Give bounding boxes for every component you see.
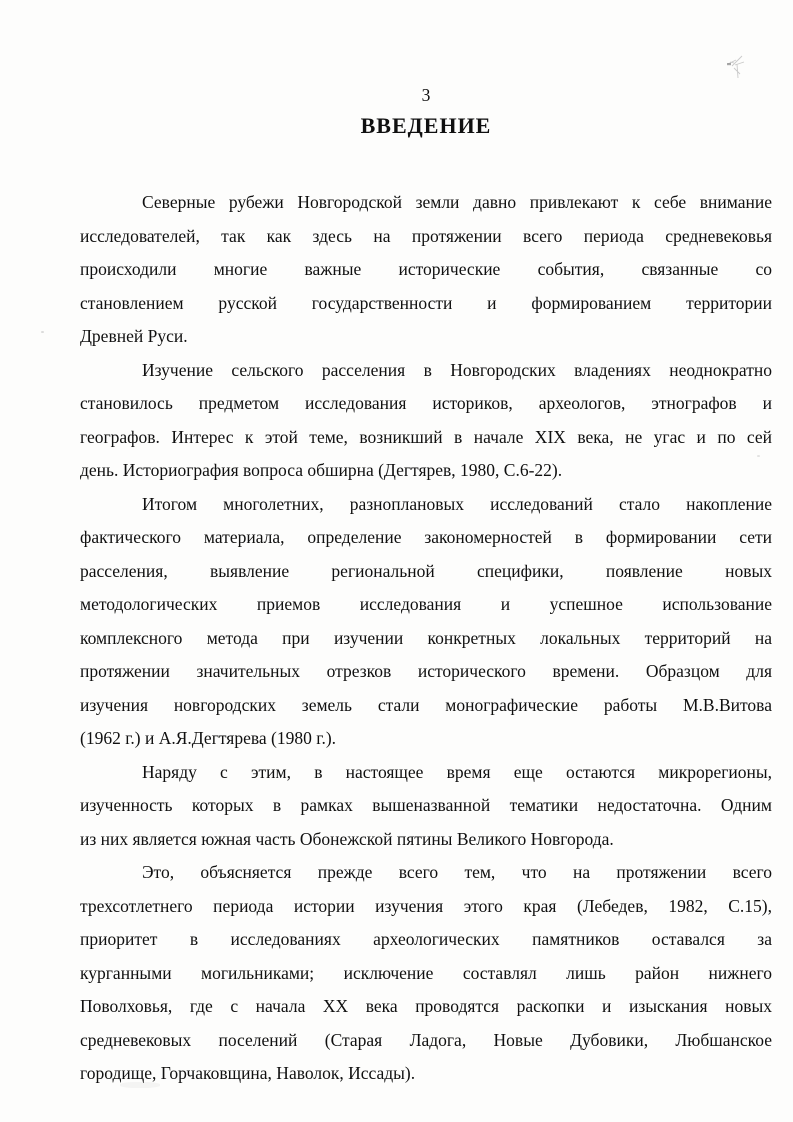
text-line: изучения новгородских земель стали монографические работы М.В.Витова — [80, 694, 772, 715]
scan-speck — [41, 331, 44, 333]
paragraph-1 — [80, 186, 772, 354]
paragraph-2 — [80, 354, 772, 488]
text-line: происходили многие важные исторические события, связанные со — [80, 259, 772, 279]
page-title: ВВЕДЕНИЕ — [360, 113, 492, 138]
text-line: комплексного метода при изучении конкретных локальных территорий на — [80, 627, 772, 648]
scan-smudge-icon — [722, 52, 750, 84]
text-line: городище, Горчаковщина, Наволок, Иссады). — [80, 1063, 416, 1083]
text-line: Итогом многолетних, разноплановых исследований стало накопление — [142, 493, 772, 514]
text-line: методологических приемов исследования и успешное использование — [80, 594, 772, 614]
paragraph-4 — [80, 756, 772, 857]
text-line: трехсотлетнего периода истории изучения этого края (Лебедев, 1982, С.15), — [80, 895, 772, 916]
text-line: Северные рубежи Новгородской земли давно привлекают к себе внимание — [142, 192, 772, 212]
text-line: курганными могильниками; исключение составлял лишь район нижнего — [80, 962, 772, 983]
page-number: 3 — [421, 85, 431, 105]
text-line: из них является южная часть Обонежской пятины Великого Новгорода. — [80, 828, 614, 849]
text-line: протяжении значительных отрезков исторического времени. Образцом для — [80, 661, 772, 681]
text-line: Поволховья, где с начала XX века проводятся раскопки и изыскания новых — [80, 996, 772, 1016]
text-line: Это, объясняется прежде всего тем, что на протяжении всего — [142, 862, 772, 882]
paragraph-5 — [80, 856, 772, 1091]
text-line: становилось предметом исследования историков, археологов, этнографов и — [80, 393, 772, 413]
body-text — [80, 186, 772, 1091]
paragraph-3 — [80, 488, 772, 756]
text-line: Изучение сельского расселения в Новгородских владениях неоднократно — [142, 359, 772, 380]
text-line: исследователей, так как здесь на протяжении всего периода средневековья — [80, 225, 772, 246]
text-line: Наряду с этим, в настоящее время еще остаются микрорегионы, — [142, 761, 772, 782]
text-line: географов. Интерес к этой теме, возникший в начале XIX века, не угас и по сей — [80, 426, 772, 447]
text-line: приоритет в исследованиях археологических памятников оставался за — [80, 929, 772, 949]
text-line: расселения, выявление региональной специфики, появление новых — [80, 560, 772, 581]
text-line: становлением русской государственности и формированием территории — [80, 292, 772, 313]
text-line: средневековых поселений (Старая Ладога, Новые Дубовики, Любшанское — [80, 1029, 772, 1050]
text-line: изученность которых в рамках вышеназванной тематики недостаточна. Одним — [80, 795, 772, 815]
text-line: фактического материала, определение закономерностей в формировании сети — [80, 527, 772, 547]
text-line: Древней Руси. — [80, 326, 188, 346]
text-line: (1962 г.) и А.Я.Дегтярева (1980 г.). — [80, 728, 337, 748]
text-line: день. Историография вопроса обширна (Дегтярев, 1980, С.6-22). — [80, 460, 563, 480]
